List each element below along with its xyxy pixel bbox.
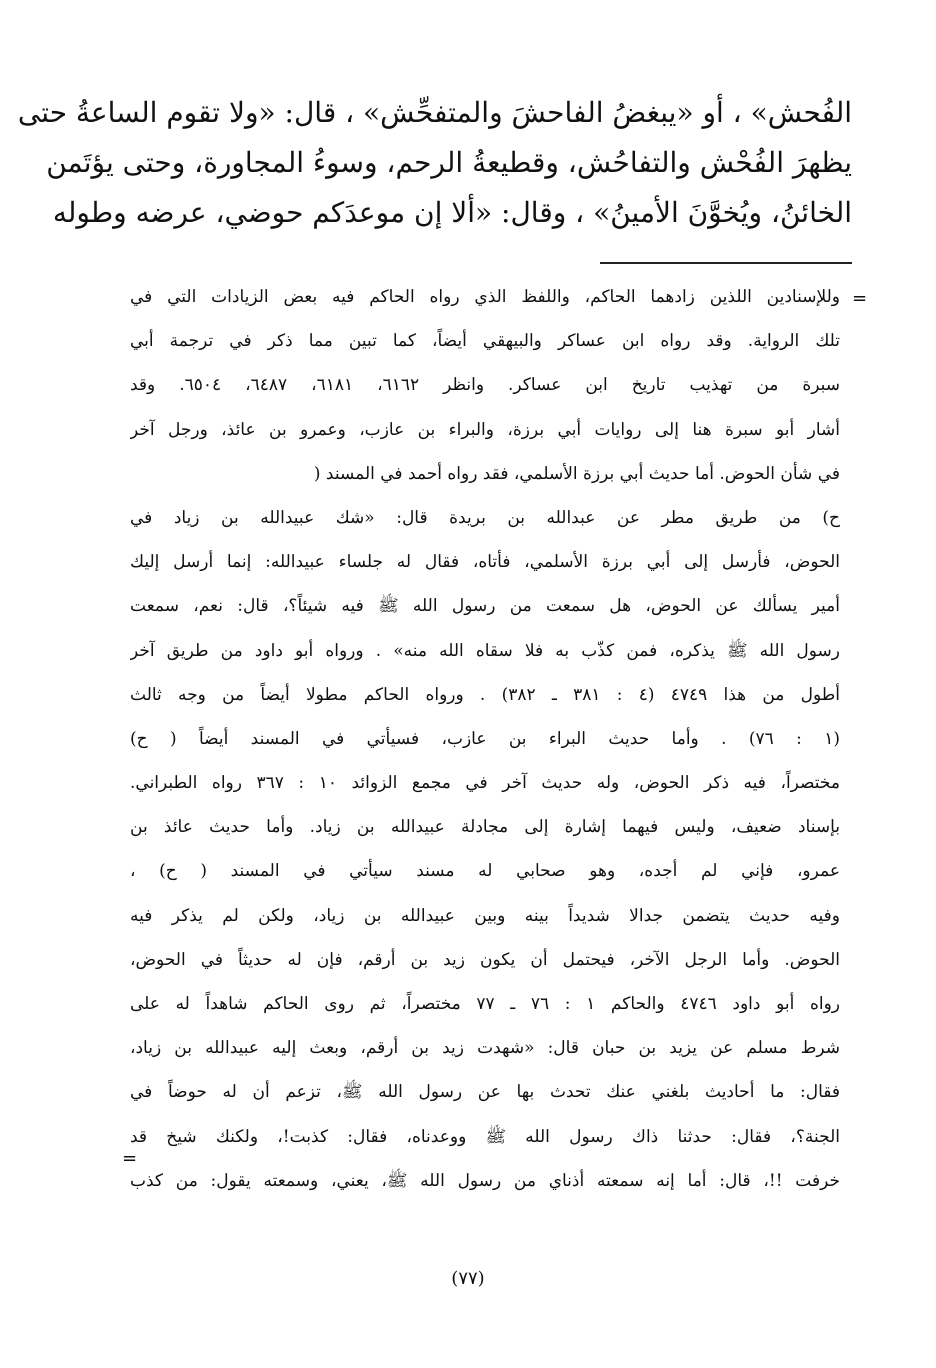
footnote-line: وفيه حديث يتضمن جدالا شديداً بينه وبين عبيدالله بن زياد، ولكن لم يذكر فيه: [130, 905, 840, 926]
footnote-line: في شأن الحوض. أما حديث أبي برزة الأسلمي، فقد رواه أحمد في المسند (: [313, 463, 840, 484]
main-text-block: [17, 88, 852, 238]
footnote-end-mark: =: [122, 1148, 138, 1169]
footnote-line: (١ : ٧٦) . وأما حديث البراء بن عازب، فسيأتي في المسند أيضاً ( ح): [130, 728, 840, 749]
footnote-line: فقال: ما أحاديث بلغني عنك تحدث بها عن رسول الله ﷺ، تزعم أن له حوضاً في: [130, 1082, 840, 1103]
footnote-line: بإسناد ضعيف، وليس فيهما إشارة إلى مجادلة عبيدالله بن زياد. وأما حديث عائذ بن: [130, 817, 840, 838]
footnote-line: أشار أبو سبرة هنا إلى روايات أبي برزة، والبراء بن عازب، وعمرو بن عائذ، ورجل آخر: [130, 419, 840, 440]
footnote-line: شرط مسلم عن يزيد بن حبان قال: «شهدت زيد بن أرقم، وبعث إليه عبيدالله بن زياد،: [130, 1038, 840, 1059]
main-text-line: الفُحش» ، أو «يبغضُ الفاحشَ والمتفحِّش» ، قال: «ولا تقوم الساعةُ حتى: [17, 96, 852, 129]
footnote-line: الحوض. وأما الرجل الآخر، فيحتمل أن يكون زيد بن أرقم، فإن له حديثاً في الحوض،: [130, 949, 840, 970]
footnote-separator: [600, 262, 852, 264]
footnote-block: [130, 275, 840, 1203]
footnote-continuation-mark: =: [852, 288, 868, 309]
footnote-line: رواه أبو داود ٤٧٤٦ والحاكم ١ : ٧٦ ـ ٧٧ مختصراً، ثم روى الحاكم شاهداً له على: [130, 994, 840, 1014]
main-text-line: يظهرَ الفُحْش والتفاحُش، وقطيعةُ الرحم، وسوءُ المجاورة، وحتى يؤتَمن: [46, 146, 852, 179]
footnote-line: الجنة؟، فقال: حدثنا ذاك رسول الله ﷺ ووعدناه، فقال: كذبت!، ولكنك شيخ قد: [130, 1126, 840, 1147]
footnote-line: الحوض، فأرسل إلى أبي برزة الأسلمي، فأتاه، فقال له جلساء عبيدالله: إنما أرسل إليك: [130, 552, 840, 573]
main-text-line: الخائنُ، ويُخوَّنَ الأمينُ» ، وقال: «ألا إن موعدَكم حوضي، عرضه وطوله: [52, 196, 852, 229]
footnote-line: خرفت !!، قال: أما إنه سمعته أذناي من رسول الله ﷺ، يعني، وسمعته يقول: من كذب: [130, 1170, 840, 1191]
footnote-line: رسول الله ﷺ يذكره، فمن كذّب به فلا سقاه الله منه» . ورواه أبو داود من طريق آخر: [130, 640, 840, 661]
footnote-line: وللإسنادين اللذين زادهما الحاكم، واللفظ الذي رواه الحاكم فيه بعض الزيادات التي في: [130, 287, 840, 307]
footnote-line: تلك الرواية. وقد رواه ابن عساكر والبيهقي أيضاً، كما تبين مما ذكر في ترجمة أبي: [130, 331, 840, 352]
footnote-line: أطول من هذا ٤٧٤٩ (٤ : ٣٨١ ـ ٣٨٢) . ورواه الحاكم مطولا أيضاً من وجه ثالث: [130, 684, 840, 705]
page-number: (٧٧): [451, 1268, 485, 1289]
footnote-line: سبرة من تهذيب تاريخ ابن عساكر. وانظر ٦١٦٢، ٦١٨١، ٦٤٨٧، ٦٥٠٤. وقد: [130, 375, 840, 396]
footnote-line: مختصراً، فيه ذكر الحوض، وله حديث آخر في مجمع الزوائد ١٠ : ٣٦٧ رواه الطبراني.: [130, 773, 840, 794]
footnote-line: عمرو، فإني لم أجده، وهو صحابي له مسند سيأتي في المسند ( ح) ،: [130, 861, 840, 882]
footnote-line: ح) من طريق مطر عن عبدالله بن بريدة قال: «شك عبيدالله بن زياد في: [130, 507, 840, 528]
footnote-line: أمير يسألك عن الحوض، هل سمعت من رسول الله ﷺ فيه شيئاً؟، قال: نعم، سمعت: [130, 596, 840, 617]
